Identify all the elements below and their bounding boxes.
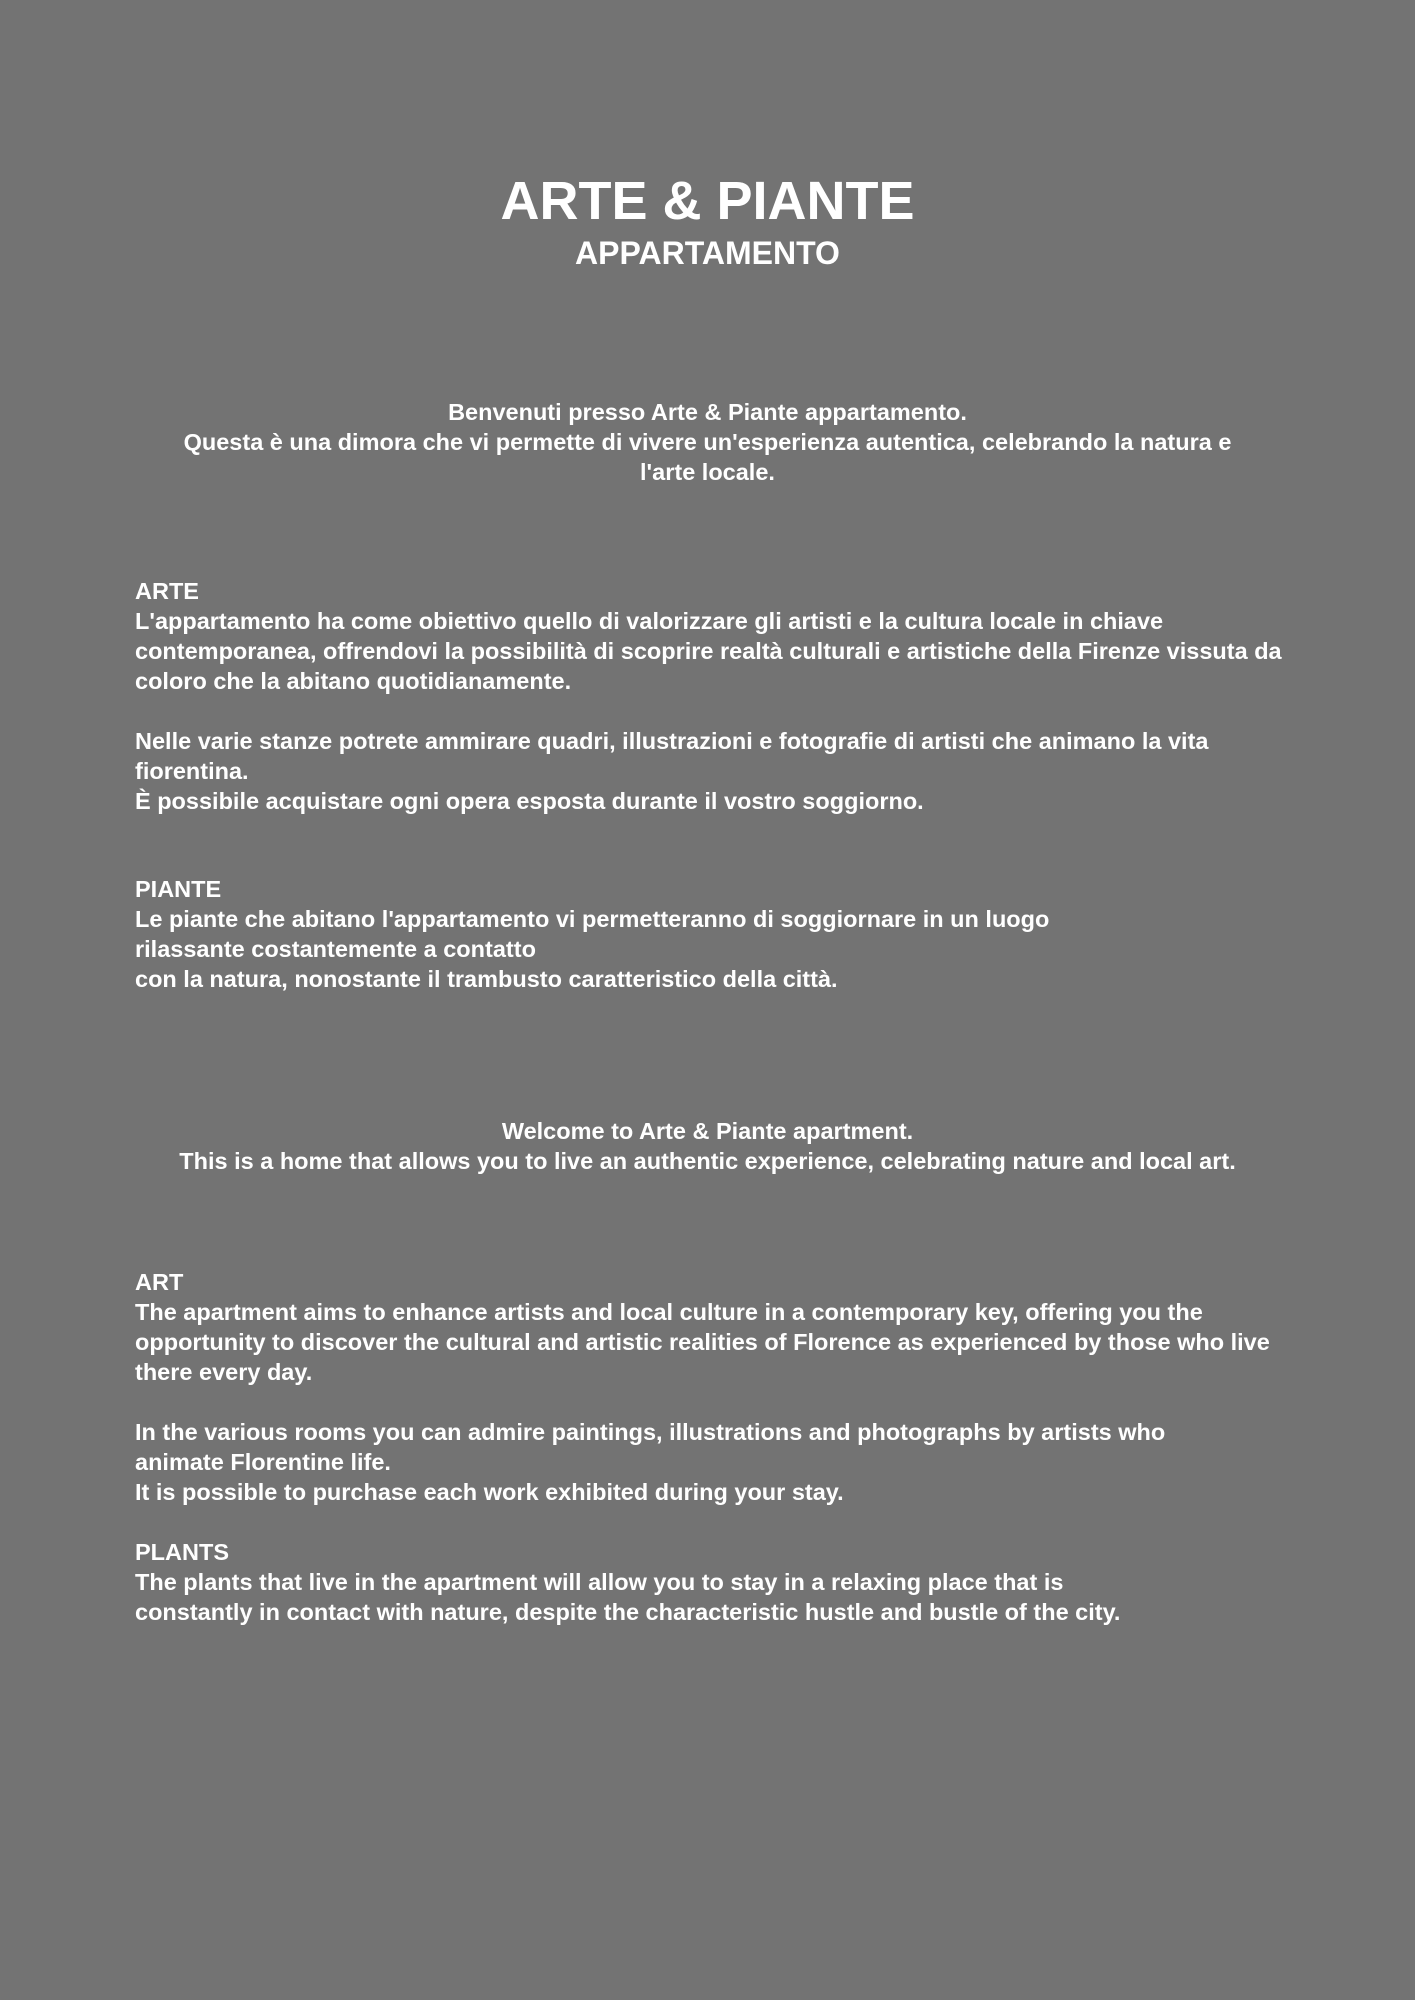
section-piante xyxy=(135,874,1285,994)
section-arte-paragraph-3: È possibile acquistare ogni opera esposta durante il vostro soggiorno. xyxy=(135,788,924,814)
page-subtitle: APPARTAMENTO xyxy=(575,235,840,271)
section-piante-heading: PIANTE xyxy=(135,876,222,902)
intro-english-line1: Welcome to Arte & Piante apartment. xyxy=(501,1118,914,1144)
section-arte-paragraph-1: L'appartamento ha come obiettivo quello di valorizzare gli artisti e la cultura locale in chiave contemporanea, offrendovi la possibilità di scoprire realtà culturali e artistiche della Firenze vissuta da coloro che la abitano quotidianamente. xyxy=(135,608,1282,694)
section-plants xyxy=(135,1537,1175,1627)
section-plants-paragraph-1: The plants that live in the apartment will allow you to stay in a relaxing place that is constantly in contact with nature, despite the characteristic hustle and bustle of the city. xyxy=(135,1569,1121,1625)
section-arte xyxy=(135,576,1285,816)
section-piante-line-2: rilassante costantemente a contatto xyxy=(135,936,536,962)
intro-english xyxy=(0,1116,1415,1176)
page-title: ARTE & PIANTE xyxy=(500,171,915,231)
section-piante-line-3: con la natura, nonostante il trambusto caratteristico della città. xyxy=(135,966,838,992)
intro-english-line2: This is a home that allows you to live an authentic experience, celebrating nature and local art. xyxy=(179,1148,1236,1174)
section-art-heading: ART xyxy=(135,1269,184,1295)
intro-italian xyxy=(0,397,1415,487)
section-art-paragraph-2: In the various rooms you can admire paintings, illustrations and photographs by artists who animate Florentine life. xyxy=(135,1419,1166,1475)
section-arte-paragraph-2: Nelle varie stanze potrete ammirare quadri, illustrazioni e fotografie di artisti che animano la vita fiorentina. xyxy=(135,728,1209,784)
intro-italian-line1: Benvenuti presso Arte & Piante appartamento. xyxy=(448,399,967,425)
section-art xyxy=(135,1267,1285,1507)
section-piante-line-1: Le piante che abitano l'appartamento vi permetteranno di soggiornare in un luogo xyxy=(135,906,1050,932)
intro-italian-line2: Questa è una dimora che vi permette di vivere un'esperienza autentica, celebrando la natura e l'arte locale. xyxy=(183,429,1232,485)
section-art-paragraph-3: It is possible to purchase each work exhibited during your stay. xyxy=(135,1479,844,1505)
section-art-paragraph-1: The apartment aims to enhance artists and local culture in a contemporary key, offering you the opportunity to discover the cultural and artistic realities of Florence as experienced by those who live there every day. xyxy=(135,1299,1270,1385)
section-arte-heading: ARTE xyxy=(135,578,199,604)
section-plants-heading: PLANTS xyxy=(135,1539,229,1565)
